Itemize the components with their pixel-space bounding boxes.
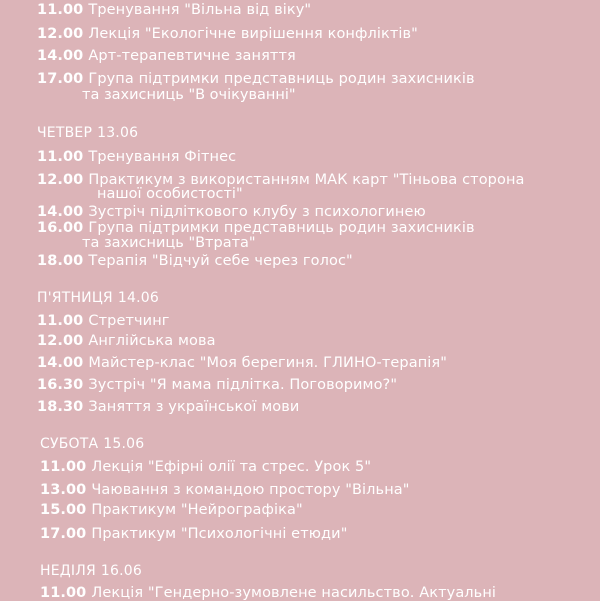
- event-line: [37, 399, 299, 415]
- event-title: Лекція "Екологічне вирішення конфліктів": [88, 26, 418, 42]
- day-heading-sunday: [40, 563, 142, 579]
- event-line: [37, 253, 353, 269]
- day-name: НЕДІЛЯ: [40, 563, 96, 579]
- event-line: [40, 459, 371, 475]
- day-name: СУБОТА: [40, 436, 99, 452]
- day-heading-thursday: [37, 125, 138, 141]
- event-time: 16.00: [37, 220, 84, 236]
- event-line: [37, 333, 216, 349]
- event-title: Англійська мова: [88, 333, 216, 349]
- event-time: 17.00: [37, 71, 84, 87]
- event-time: 18.00: [37, 253, 84, 269]
- event-time: 18.30: [37, 399, 84, 415]
- event-line: [37, 313, 170, 329]
- event-title-continuation: та захисниць "Втрата": [82, 235, 256, 251]
- event-time: 16.30: [37, 377, 84, 393]
- event-time: 14.00: [37, 48, 84, 64]
- event-time: 11.00: [37, 149, 84, 165]
- day-date: 13.06: [97, 125, 139, 141]
- event-line: [37, 220, 475, 236]
- event-title: Практикум з використанням МАК карт "Тіньова сторона: [88, 172, 525, 188]
- event-time: 11.00: [37, 2, 84, 18]
- day-heading-saturday: [40, 436, 144, 452]
- event-line: [37, 71, 475, 87]
- day-name: ЧЕТВЕР: [37, 125, 93, 141]
- event-time: 11.00: [40, 585, 87, 601]
- event-line: [37, 355, 447, 371]
- event-title: Практикум "Нейрографіка": [91, 502, 303, 518]
- event-title: Група підтримки представниць родин захисників: [88, 220, 475, 236]
- event-title: Лекція "Гендерно-зумовлене насильство. Актуальні: [91, 585, 497, 601]
- event-time: 15.00: [40, 502, 87, 518]
- day-date: 14.06: [117, 290, 159, 306]
- event-line: [37, 26, 418, 42]
- event-line: [37, 48, 296, 64]
- event-title: Зустріч підліткового клубу з психологинею: [88, 204, 426, 220]
- event-title: Заняття з української мови: [88, 399, 300, 415]
- event-time: 11.00: [40, 459, 87, 475]
- event-time: 13.00: [40, 482, 87, 498]
- day-name: П'ЯТНИЦЯ: [37, 290, 113, 306]
- event-time: 14.00: [37, 355, 84, 371]
- event-line: [40, 526, 347, 542]
- event-line: [40, 502, 303, 518]
- event-line: [37, 2, 311, 18]
- event-title: Арт-терапевтичне заняття: [88, 48, 296, 64]
- event-title: Практикум "Психологічні етюди": [91, 526, 348, 542]
- event-title: Стретчинг: [88, 313, 170, 329]
- event-line: [40, 585, 496, 601]
- event-line: [40, 482, 410, 498]
- day-heading-friday: [37, 290, 159, 306]
- event-title: Зустріч "Я мама підлітка. Поговоримо?": [88, 377, 398, 393]
- event-title: Тренування Фітнес: [88, 149, 237, 165]
- event-title: Група підтримки представниць родин захисників: [88, 71, 475, 87]
- event-title: Терапія "Відчуй себе через голос": [88, 253, 353, 269]
- event-line: [37, 377, 397, 393]
- day-date: 15.06: [103, 436, 145, 452]
- event-time: 12.00: [37, 26, 84, 42]
- event-time: 12.00: [37, 333, 84, 349]
- event-title: Майстер-клас "Моя берегиня. ГЛИНО-терапія": [88, 355, 447, 371]
- event-time: 12.00: [37, 172, 84, 188]
- event-time: 11.00: [37, 313, 84, 329]
- event-time: 17.00: [40, 526, 87, 542]
- event-title: Тренування "Вільна від віку": [88, 2, 312, 18]
- event-line: [37, 204, 426, 220]
- event-title-continuation: та захисниць "В очікуванні": [82, 87, 296, 103]
- event-title: Чаювання з командою простору "Вільна": [91, 482, 410, 498]
- event-title-continuation: нашої особистості": [97, 186, 243, 202]
- event-time: 14.00: [37, 204, 84, 220]
- event-line: [37, 149, 236, 165]
- day-date: 16.06: [100, 563, 142, 579]
- event-title: Лекція "Ефірні олії та стрес. Урок 5": [91, 459, 372, 475]
